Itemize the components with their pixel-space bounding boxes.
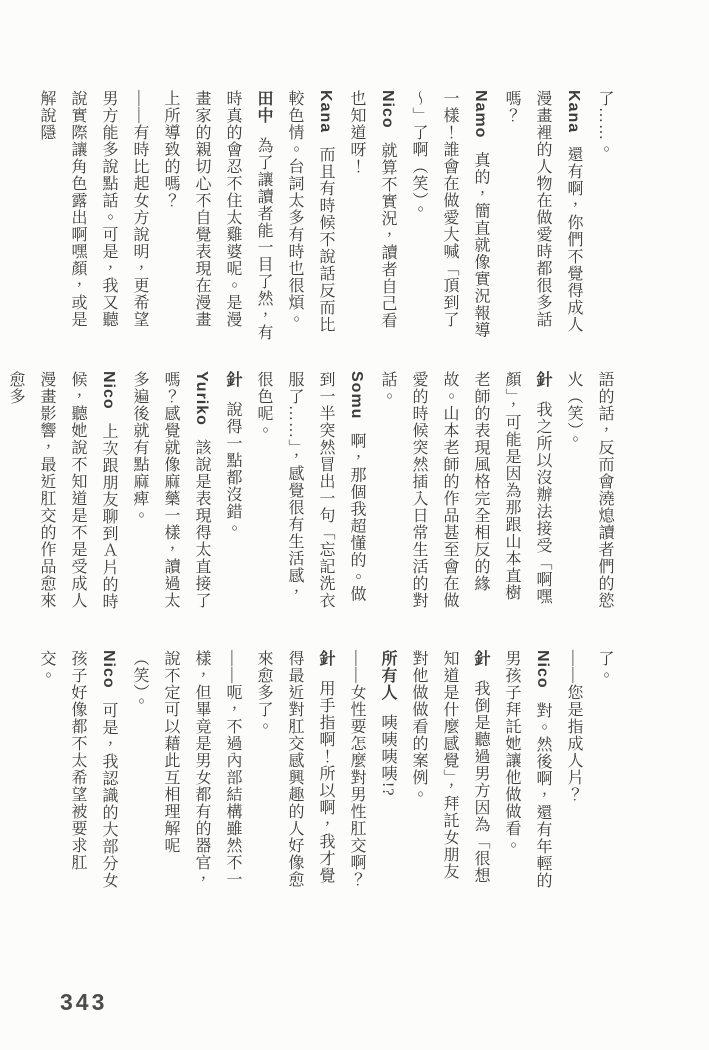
- dialogue-text: 用手指啊！所以啊，我才覺得最近對肛交感興趣的人好像愈來愈多了。: [255, 650, 334, 888]
- dialogue-paragraph: [341, 650, 372, 890]
- text-band-top: [38, 90, 620, 342]
- speaker-name: Nico: [100, 371, 117, 410]
- speaker-name: 針: [534, 371, 551, 388]
- dialogue-paragraph: [248, 371, 372, 615]
- dialogue-paragraph: [589, 650, 620, 890]
- dialogue-text: 啊，那個我超懂的。做到一半突然冒出一句「忘記洗衣服了……」，感覺很有生活感，很色呢。: [255, 371, 365, 609]
- speaker-name: 針: [224, 371, 241, 388]
- text-band-bottom: [38, 650, 620, 890]
- dialogue-text: 可是，我認識的大部分女孩子好像都不太希望被要求肛交。: [38, 650, 117, 889]
- dialogue-text: 說得一點都沒錯。: [224, 401, 241, 537]
- text-band-middle: [7, 371, 620, 615]
- dialogue-text: 我倒是聽過男方因為「很想知道是什麼感覺」，拜託女朋友對他做做看的案例。: [410, 650, 489, 884]
- dialogue-paragraph: [31, 650, 124, 890]
- dialogue-text: 了……。: [596, 90, 613, 158]
- speaker-name: Nico: [100, 650, 117, 689]
- dialogue-paragraph: [0, 371, 124, 615]
- dialogue-paragraph: [496, 90, 589, 342]
- speaker-name: Nico: [534, 650, 551, 689]
- dialogue-text: ——有時比起女方說明，更希望男方能多說點話。可是，我又聽說實際讓角色露出啊嘿顏，或是解說隱: [38, 90, 148, 328]
- dialogue-text: 語的話，反而會澆熄讀者們的慾火（笑）。: [565, 371, 613, 609]
- speaker-name: 所有人: [379, 650, 396, 701]
- dialogue-paragraph: [124, 371, 217, 615]
- dialogue-text: 而且有時候不說話反而比較色情。台詞太多有時也很煩。: [286, 90, 334, 334]
- dialogue-paragraph: [31, 90, 155, 342]
- dialogue-text: 為了讓讀者能一目了然，有時真的會忍不住太雞婆呢。是漫畫家的親切心不自覺表現在漫畫上所導致的嗎？: [162, 90, 272, 341]
- dialogue-paragraph: [279, 90, 341, 342]
- dialogue-text: 真的，簡直就像實況報導一樣！誰會在做愛大喊「頂到了～」了啊（笑）。: [410, 90, 489, 339]
- dialogue-paragraph: [248, 650, 341, 890]
- dialogue-paragraph: [124, 650, 248, 890]
- speaker-name: 田中: [255, 90, 272, 124]
- dialogue-paragraph: [403, 90, 496, 342]
- dialogue-text: 了。: [596, 650, 613, 684]
- dialogue-paragraph: [155, 90, 279, 342]
- dialogue-paragraph: [341, 90, 403, 342]
- dialogue-text: ——女性要怎麼對男性肛交啊？: [348, 650, 365, 888]
- dialogue-text: 咦咦咦咦!?: [379, 714, 396, 797]
- speaker-name: Kana: [317, 90, 334, 134]
- dialogue-paragraph: [496, 650, 558, 890]
- speaker-name: Kana: [565, 90, 582, 134]
- dialogue-paragraph: [403, 650, 496, 890]
- speaker-name: Nico: [379, 90, 396, 129]
- dialogue-text: 該說是表現得太直接了嗎？感覺就像麻藥一樣，讀過太多遍後就有點麻痺。: [131, 371, 210, 609]
- dialogue-text: 還有啊，你們不覺得成人漫畫裡的人物在做愛時都很多話嗎？: [503, 90, 582, 334]
- dialogue-text: ——呃，不過內部結構雖然不一樣，但畢竟是男女都有的器官，說不定可以藉此互相理解呢（笑）。: [131, 650, 241, 888]
- dialogue-paragraph: [589, 90, 620, 342]
- speaker-name: Namo: [472, 90, 489, 139]
- dialogue-paragraph: [558, 650, 589, 890]
- dialogue-text: ——您是指成人片？: [565, 650, 582, 803]
- page-number: 343: [60, 989, 108, 1015]
- dialogue-text: 我之所以沒辦法接受「啊嘿顏」，可能是因為那跟山本直樹老師的表現風格完全相反的緣故。山本老師的作品甚至會在做愛的時候突然插入日常生活的對話。: [379, 371, 551, 609]
- dialogue-text: 對。然後啊，還有年輕的男孩子拜託她讓他做做看。: [503, 650, 551, 889]
- speaker-name: Somu: [348, 371, 365, 420]
- dialogue-text: 上次跟朋友聊到Ａ片的時候，聽她說不知道是不是受成人漫畫影響，最近肛交的作品愈來愈多: [7, 371, 117, 610]
- dialogue-paragraph: [372, 650, 403, 890]
- speaker-name: 針: [317, 650, 334, 667]
- dialogue-paragraph: [558, 371, 620, 615]
- speaker-name: Yuriko: [193, 371, 210, 426]
- dialogue-paragraph: [217, 371, 248, 615]
- dialogue-paragraph: [372, 371, 558, 615]
- dialogue-text: 就算不實況，讀者自己看也知道呀！: [348, 90, 396, 329]
- speaker-name: 針: [472, 650, 489, 667]
